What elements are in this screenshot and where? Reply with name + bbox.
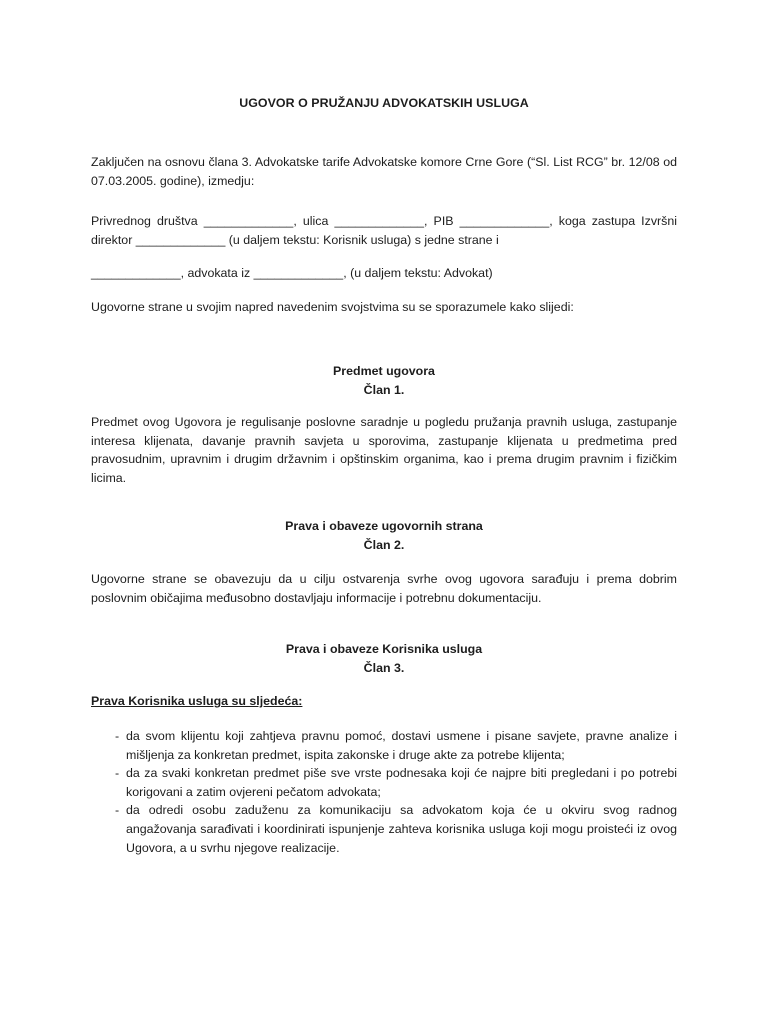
- company-blank: _____________: [203, 214, 294, 228]
- party2-paragraph: [91, 264, 677, 283]
- lawyer-blank: _____________: [91, 266, 181, 280]
- party1-text-2: , ulica: [293, 214, 335, 228]
- section3-title: Prava i obaveze Korisnika usluga: [285, 642, 483, 656]
- section3-article: Član 3.: [363, 660, 405, 675]
- section3-heading: [0, 640, 768, 677]
- rights-list: [91, 727, 677, 857]
- list-item-text: da odredi osobu zaduženu za komunikaciju sa advokatom koja će u okviru svog radnog angažovanja sarađivati i koordinirati ispunjenje zahteva korisnika usluga koji mogu proisteći iz ovog Ugovora, a u svrhu njegove realizacije.: [126, 803, 677, 855]
- street-blank: _____________: [334, 214, 425, 228]
- list-bullet: -: [115, 803, 120, 818]
- party2-text-2: , (u daljem tekstu: Advokat): [343, 266, 493, 280]
- city-blank: _____________: [253, 266, 344, 280]
- list-bullet: -: [115, 766, 120, 781]
- party1-text-4: , koga zastupa Izvršni direktor: [91, 214, 677, 247]
- section3-subheading: Prava Korisnika usluga su sljedeća:: [91, 694, 303, 708]
- party2-text-1: , advokata iz: [180, 266, 254, 280]
- section2-heading: [0, 517, 768, 554]
- section1-title: Predmet ugovora: [333, 364, 435, 378]
- party1-text-1: Privrednog društva: [91, 214, 204, 228]
- pib-blank: _____________: [459, 214, 550, 228]
- list-item: [91, 727, 677, 764]
- section2-title: Prava i obaveze ugovornih strana: [285, 519, 483, 533]
- section1-paragraph: Predmet ovog Ugovora je regulisanje poslovne saradnje u pogledu pružanja pravnih usluga, zastupanje interesa klijenata, davanje pravnih savjeta u sporovima, zastupanje klijenata u predmetima pred pravosudnim, upravnim i drugim državnim i opštinskim organima, kao i prema drugim pravnim i fizičkim licima.: [91, 415, 677, 485]
- section1-article: Član 1.: [363, 382, 405, 397]
- party1-text-3: , PIB: [424, 214, 460, 228]
- party1-paragraph: [91, 212, 677, 249]
- list-item-text: da za svaki konkretan predmet piše sve vrste podnesaka koji će najpre biti pregledani i po potrebi korigovani a zatim ovjereni pečatom advokata;: [126, 766, 677, 799]
- list-item: [91, 764, 677, 801]
- document-title: UGOVOR O PRUŽANJU ADVOKATSKIH USLUGA: [239, 96, 529, 110]
- section2-article: Član 2.: [363, 537, 405, 552]
- section2-paragraph: Ugovorne strane se obavezuju da u cilju ostvarenja svrhe ovog ugovora sarađuju i prema dobrim poslovnim običajima međusobno dostavljaju informacije i potrebnu dokumentaciju.: [91, 572, 677, 605]
- intro-paragraph: Zaključen na osnovu člana 3. Advokatske tarife Advokatske komore Crne Gore (“Sl. List RCG” br. 12/08 od 07.03.2005. godine), izmedju:: [91, 155, 677, 188]
- agreement-paragraph: Ugovorne strane u svojim napred navedenim svojstvima su se sporazumele kako slijedi:: [91, 300, 574, 314]
- list-bullet: -: [115, 729, 120, 743]
- list-item: [91, 801, 677, 857]
- director-blank: _____________: [135, 232, 226, 247]
- party1-text-5: (u daljem tekstu: Korisnik usluga) s jedne strane i: [225, 232, 499, 247]
- section1-heading: [0, 362, 768, 399]
- list-item-text: da svom klijentu koji zahtjeva pravnu pomoć, dostavi usmene i pisane savjete, pravne analize i mišljenja za konkretan predmet, ispita zakonske i druge akte za potrebe klijenta;: [126, 729, 677, 762]
